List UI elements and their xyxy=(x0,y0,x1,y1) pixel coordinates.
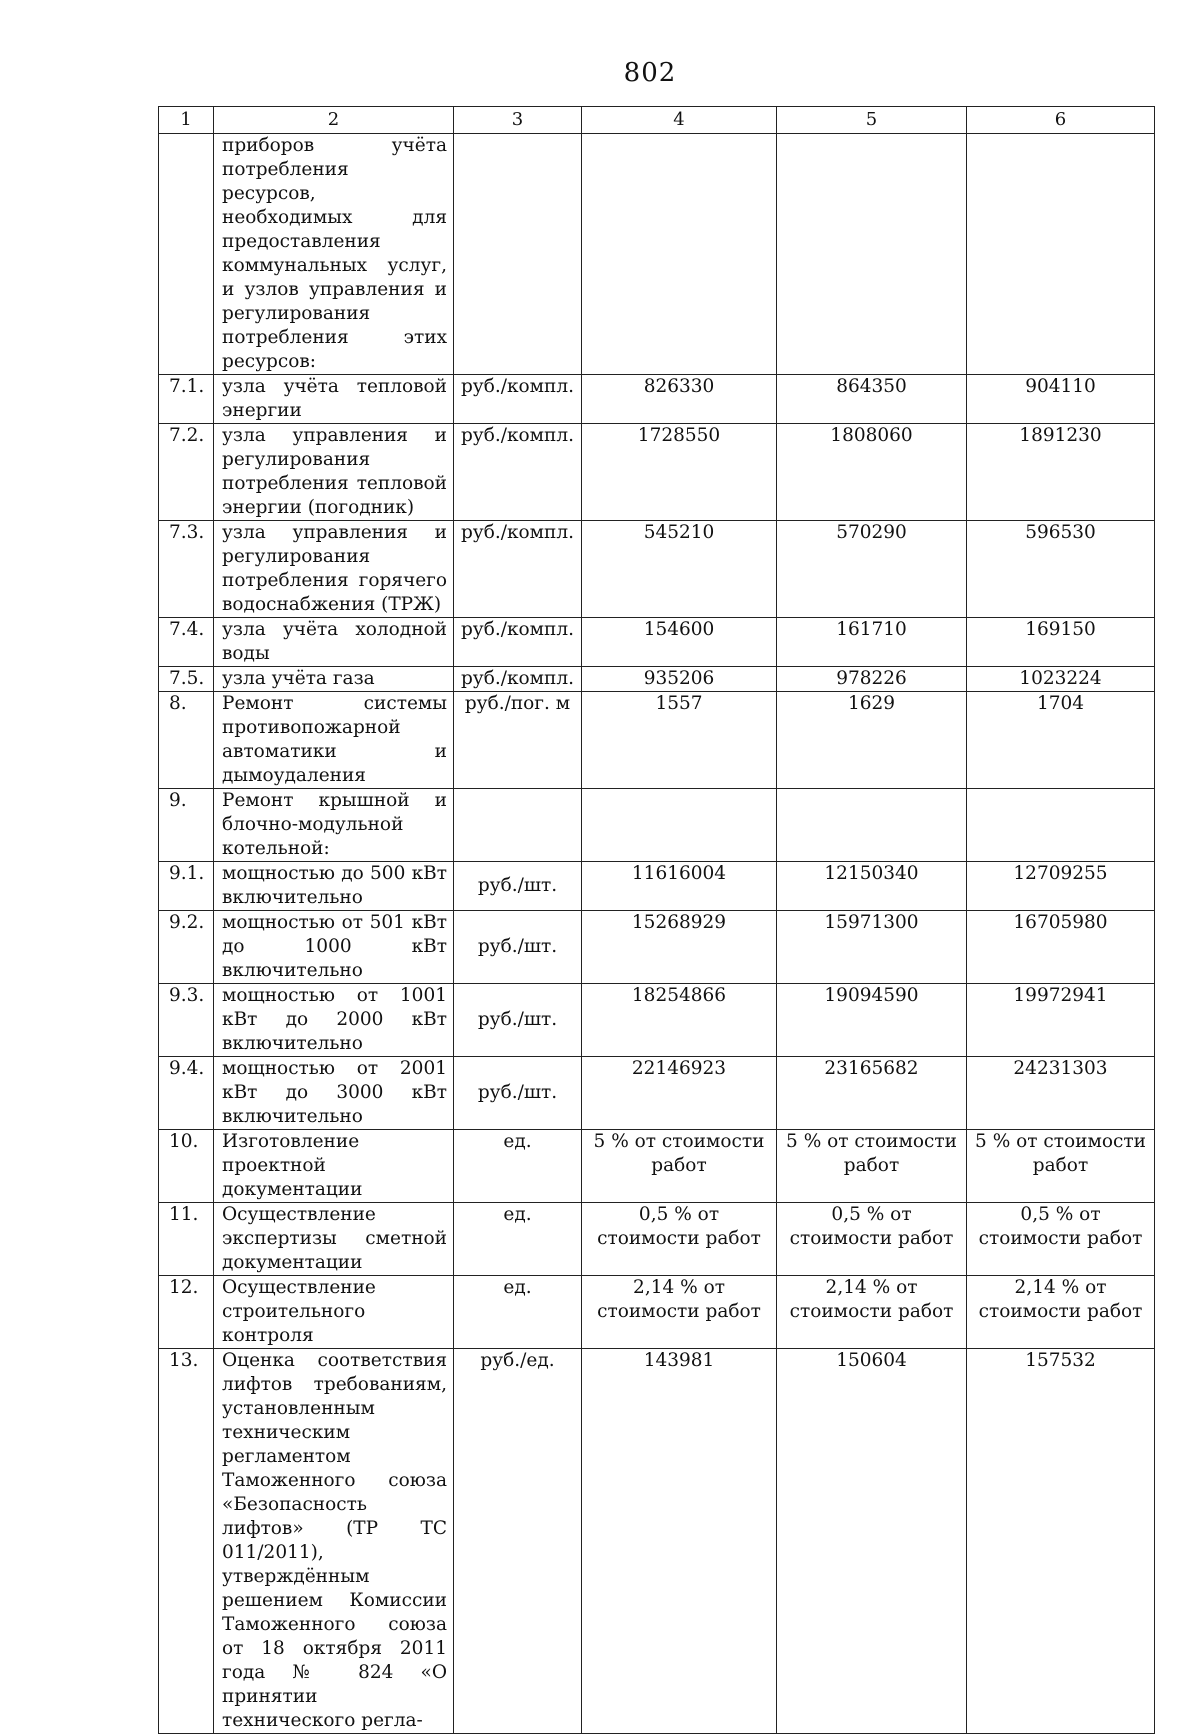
row-description: Оценка соответствия лифтов требованиям, установленным техническим регламентом Таможенного союза «Безопасность лифтов» (ТР ТС 011/2011), утверждённым решением Комиссии Таможенного союза от 18 октября 2011 года № 824 «О принятии технического регла- xyxy=(214,1349,454,1734)
row-value-col6 xyxy=(967,789,1155,862)
row-value-col5: 1629 xyxy=(777,692,967,789)
row-description: Изготовление проектной документации xyxy=(214,1130,454,1203)
row-number: 7.1. xyxy=(159,375,214,424)
row-description: узла управления и регулирования потребления тепловой энергии (погодник) xyxy=(214,424,454,521)
row-number xyxy=(159,134,214,375)
row-value-col5: 978226 xyxy=(777,667,967,692)
row-value-col6: 157532 xyxy=(967,1349,1155,1734)
table-row xyxy=(159,424,1155,521)
row-value-col4: 0,5 % от стоимости работ xyxy=(582,1203,777,1276)
table-row xyxy=(159,521,1155,618)
row-unit: руб./компл. xyxy=(454,424,582,521)
row-number: 7.3. xyxy=(159,521,214,618)
table-row xyxy=(159,984,1155,1057)
row-number: 11. xyxy=(159,1203,214,1276)
row-value-col5: 5 % от стоимости работ xyxy=(777,1130,967,1203)
row-description: Ремонт крышной и блочно-модульной котельной: xyxy=(214,789,454,862)
row-value-col5: 570290 xyxy=(777,521,967,618)
row-value-col5: 15971300 xyxy=(777,911,967,984)
column-header: 1 xyxy=(159,107,214,134)
row-value-col4: 826330 xyxy=(582,375,777,424)
row-value-col6: 5 % от стоимости работ xyxy=(967,1130,1155,1203)
row-value-col4: 545210 xyxy=(582,521,777,618)
column-header: 3 xyxy=(454,107,582,134)
table-header-row xyxy=(159,107,1155,134)
table-row xyxy=(159,1057,1155,1130)
row-unit: ед. xyxy=(454,1203,582,1276)
row-number: 9. xyxy=(159,789,214,862)
row-unit: руб./компл. xyxy=(454,375,582,424)
column-header: 6 xyxy=(967,107,1155,134)
row-value-col4: 18254866 xyxy=(582,984,777,1057)
row-number: 10. xyxy=(159,1130,214,1203)
table-row xyxy=(159,1130,1155,1203)
row-value-col6: 1891230 xyxy=(967,424,1155,521)
row-number: 9.1. xyxy=(159,862,214,911)
table-row xyxy=(159,618,1155,667)
row-value-col6: 0,5 % от стоимости работ xyxy=(967,1203,1155,1276)
table-row xyxy=(159,1203,1155,1276)
table-row xyxy=(159,789,1155,862)
row-value-col4: 22146923 xyxy=(582,1057,777,1130)
row-description: узла учёта газа xyxy=(214,667,454,692)
row-description: мощностью от 501 кВт до 1000 кВт включительно xyxy=(214,911,454,984)
row-value-col4: 143981 xyxy=(582,1349,777,1734)
row-value-col5: 0,5 % от стоимости работ xyxy=(777,1203,967,1276)
row-number: 7.4. xyxy=(159,618,214,667)
row-description: приборов учёта потребления ресурсов, необходимых для предоставления коммунальных услуг, и узлов управления и регулирования потребления этих ресурсов: xyxy=(214,134,454,375)
row-number: 7.2. xyxy=(159,424,214,521)
row-value-col5: 150604 xyxy=(777,1349,967,1734)
table-row xyxy=(159,911,1155,984)
row-value-col4: 935206 xyxy=(582,667,777,692)
row-value-col4: 154600 xyxy=(582,618,777,667)
row-description: Ремонт системы противопожарной автоматики и дымоудаления xyxy=(214,692,454,789)
row-unit: руб./шт. xyxy=(454,984,582,1057)
row-value-col4: 15268929 xyxy=(582,911,777,984)
row-description: узла управления и регулирования потребления горячего водоснабжения (ТРЖ) xyxy=(214,521,454,618)
table-row xyxy=(159,1276,1155,1349)
column-header: 2 xyxy=(214,107,454,134)
row-number: 13. xyxy=(159,1349,214,1734)
row-unit: руб./шт. xyxy=(454,911,582,984)
row-value-col5 xyxy=(777,789,967,862)
row-value-col4: 5 % от стоимости работ xyxy=(582,1130,777,1203)
row-number: 9.3. xyxy=(159,984,214,1057)
row-unit: ед. xyxy=(454,1276,582,1349)
row-value-col6: 1704 xyxy=(967,692,1155,789)
table-row xyxy=(159,375,1155,424)
row-value-col5: 19094590 xyxy=(777,984,967,1057)
row-value-col6: 24231303 xyxy=(967,1057,1155,1130)
row-unit xyxy=(454,789,582,862)
row-number: 12. xyxy=(159,1276,214,1349)
row-unit xyxy=(454,134,582,375)
row-description: Осуществление строительного контроля xyxy=(214,1276,454,1349)
row-description: Осуществление экспертизы сметной документации xyxy=(214,1203,454,1276)
table-row xyxy=(159,667,1155,692)
row-value-col6 xyxy=(967,134,1155,375)
row-unit: руб./компл. xyxy=(454,667,582,692)
column-header: 5 xyxy=(777,107,967,134)
price-table xyxy=(158,106,1155,1734)
row-number: 9.4. xyxy=(159,1057,214,1130)
row-value-col6: 12709255 xyxy=(967,862,1155,911)
row-value-col5: 12150340 xyxy=(777,862,967,911)
page-number: 802 xyxy=(623,58,677,88)
row-value-col5: 2,14 % от стоимости работ xyxy=(777,1276,967,1349)
row-unit: руб./ед. xyxy=(454,1349,582,1734)
row-description: узла учёта холодной воды xyxy=(214,618,454,667)
row-value-col4 xyxy=(582,789,777,862)
row-value-col4: 2,14 % от стоимости работ xyxy=(582,1276,777,1349)
row-description: мощностью до 500 кВт включительно xyxy=(214,862,454,911)
row-value-col6: 1023224 xyxy=(967,667,1155,692)
row-value-col5: 161710 xyxy=(777,618,967,667)
row-value-col5: 23165682 xyxy=(777,1057,967,1130)
row-unit: руб./пог. м xyxy=(454,692,582,789)
row-unit: ед. xyxy=(454,1130,582,1203)
row-number: 9.2. xyxy=(159,911,214,984)
row-value-col4: 1557 xyxy=(582,692,777,789)
row-value-col4 xyxy=(582,134,777,375)
row-value-col5: 864350 xyxy=(777,375,967,424)
row-description: мощностью от 2001 кВт до 3000 кВт включительно xyxy=(214,1057,454,1130)
row-value-col5 xyxy=(777,134,967,375)
row-number: 7.5. xyxy=(159,667,214,692)
row-value-col6: 904110 xyxy=(967,375,1155,424)
row-unit: руб./компл. xyxy=(454,521,582,618)
row-value-col4: 1728550 xyxy=(582,424,777,521)
table-row xyxy=(159,862,1155,911)
column-header: 4 xyxy=(582,107,777,134)
row-unit: руб./шт. xyxy=(454,1057,582,1130)
row-value-col6: 2,14 % от стоимости работ xyxy=(967,1276,1155,1349)
row-unit: руб./компл. xyxy=(454,618,582,667)
table-row xyxy=(159,134,1155,375)
row-value-col6: 19972941 xyxy=(967,984,1155,1057)
row-unit: руб./шт. xyxy=(454,862,582,911)
row-description: узла учёта тепловой энергии xyxy=(214,375,454,424)
row-description: мощностью от 1001 кВт до 2000 кВт включительно xyxy=(214,984,454,1057)
row-value-col6: 16705980 xyxy=(967,911,1155,984)
table-row xyxy=(159,692,1155,789)
table-row xyxy=(159,1349,1155,1734)
row-value-col5: 1808060 xyxy=(777,424,967,521)
row-number: 8. xyxy=(159,692,214,789)
row-value-col4: 11616004 xyxy=(582,862,777,911)
row-value-col6: 596530 xyxy=(967,521,1155,618)
row-value-col6: 169150 xyxy=(967,618,1155,667)
